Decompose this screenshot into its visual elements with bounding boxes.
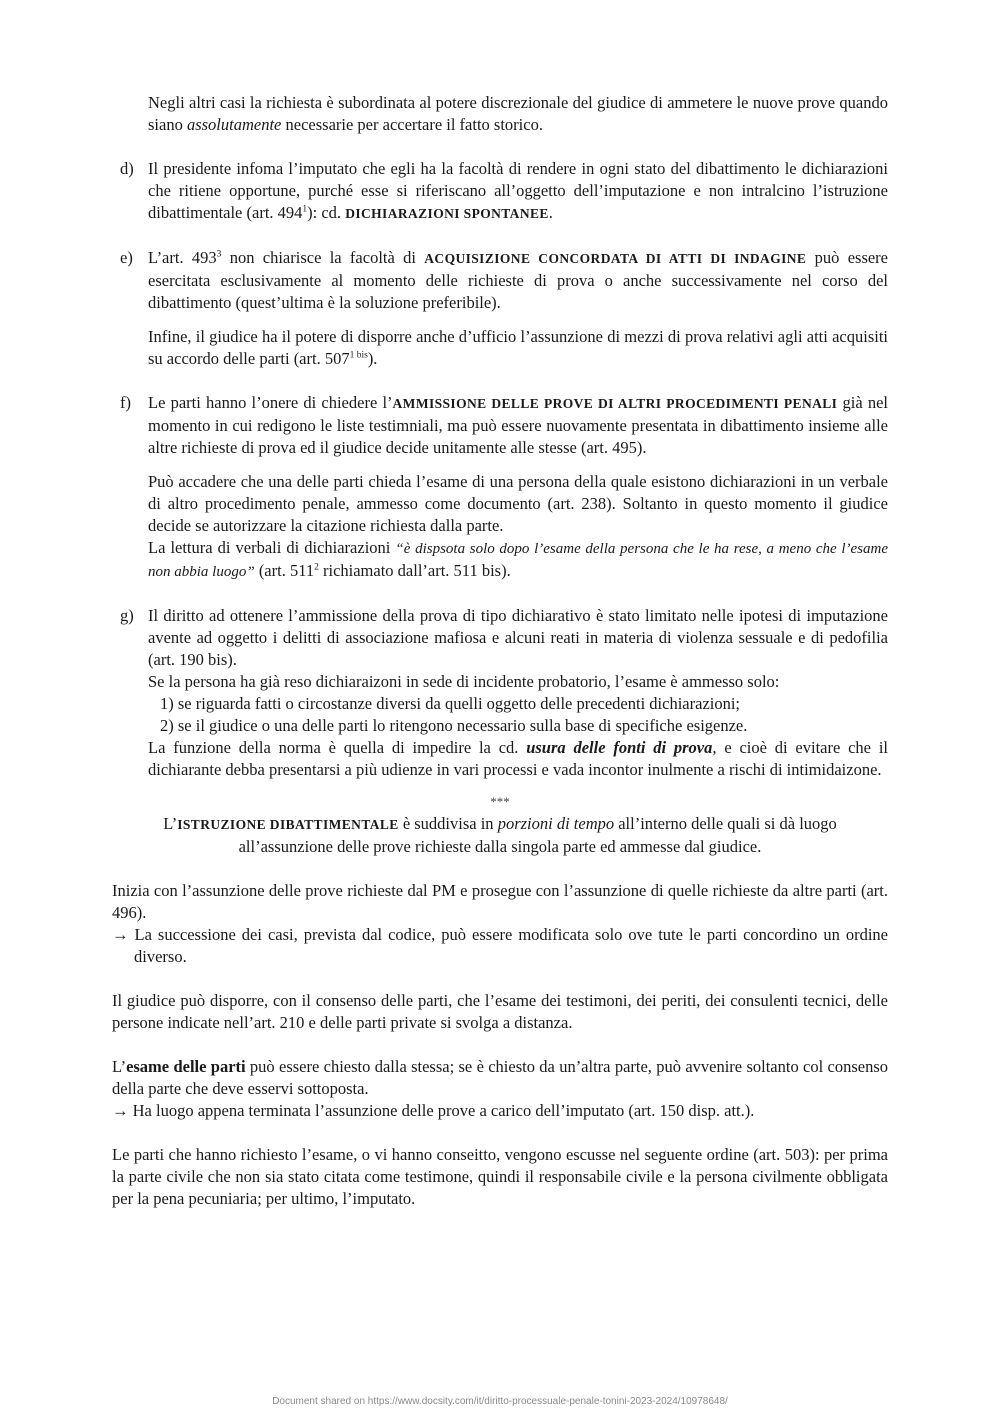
sub-item-2: 2) se il giudice o una delle parti lo ritengono necessario sulla base di specifiche esigenze. [160,716,748,735]
body-paragraph-1: Inizia con l’assunzione delle prove richieste dal PM e prosegue con l’assunzione di quelle richieste da altre parti (art. 496). [112,881,888,922]
docsity-footer-link[interactable]: Document shared on https://www.docsity.com/it/diritto-processuale-penale-tonini-2023-2024/10978648/ [272,1396,728,1407]
body-arrow-note-1: → La successione dei casi, prevista dal codice, può essere modificata solo ove tute le parti concordino un ordine diverso. [112,925,888,966]
list-marker: d) [120,159,134,178]
term-usura-fonti: usura delle fonti di prova [526,738,713,757]
sub-item-1: 1) se riguarda fatti o circostanze diversi da quelli oggetto delle precedenti dichiarazioni; [160,694,741,713]
document-page [112,92,888,1210]
list-marker: f) [120,393,131,412]
item-g-paragraph: Il diritto ad ottenere l’ammissione della prova di tipo dichiarativo è stato limitato nelle ipotesi di imputazione avente ad oggetto i delitti di associazione mafiosa e alcuni reati in materia di violenza sessuale e di pedofilia (art. 190 bis). [148,606,888,669]
istruzione-heading-paragraph: L’ISTRUZIONE DIBATTIMENTALE è suddivisa in porzioni di tempo all’interno delle quali si dà luogo all’assunzione delle prove richieste dalla singola parte ed ammesse dal giudice. [163,814,837,856]
body-paragraph-3: L’esame delle parti può essere chiesto dalla stessa; se è chiesto da un’altra parte, può avvenire soltanto col consenso della parte che deve esservi sottoposta. [112,1057,888,1098]
item-f-paragraph-2: Può accadere che una delle parti chieda l’esame di una persona della quale esistono dichiarazioni in un verbale di altro procedimento penale, ammesso come documento (art. 238). Soltanto in questo momento il giudice decide se autorizzare la citazione richiesta dalla parte. [148,472,888,535]
body-paragraph-4: Le parti che hanno richiesto l’esame, o vi hanno conseitto, vengono escusse nel seguente ordine (art. 503): per prima la parte civile che non sia stato citata come testimone, quindi il responsabile civile e la persona civilmente obbligata per la pena pecuniaria; per ultimo, l’imputato. [112,1145,888,1208]
term-istruzione-dibattimentale: ISTRUZIONE DIBATTIMENTALE [177,817,399,832]
emphasis: assolutamente [186,115,282,134]
emphasis: porzioni di tempo [497,814,615,833]
term-acquisizione-concordata: ACQUISIZIONE CONCORDATA DI ATTI DI INDAGINE [424,251,807,266]
list-item-g [112,605,888,781]
body-arrow-note-2: → Ha luogo appena terminata l’assunzione delle prove a carico dell’imputato (art. 150 disp. att.). [112,1101,755,1120]
item-f-paragraph-3: La lettura di verbali di dichiarazioni “è dispsota solo dopo l’esame della persona che le ha rese, a meno che l’esame non abbia luogo” (art. $511^2$ richiamato dall’art. 511 bis). [148,538,889,580]
list-marker: e) [120,248,133,267]
item-g-paragraph-3: La funzione della norma è quella di impedire la cd. usura delle fonti di prova, e cioè di evitare che il dichiarante debba presentarsi a più udienze in vari processi e vada incontor inulmente a rischi di intimidaizone. [148,738,888,779]
intro-paragraph: Negli altri casi la richiesta è subordinata al potere discrezionale del giudice di ammetere le nuove prove quando siano assolutamente necessarie per accertare il fatto storico. [148,93,888,134]
list-item-d [112,158,888,225]
term-ammissione-prove: AMMISSIONE DELLE PROVE DI ALTRI PROCEDIMENTI PENALI [392,396,838,411]
term-dichiarazioni-spontanee: DICHIARAZIONI SPONTANEE [345,206,549,221]
quote: “è dispsota solo dopo l’esame della persona che le ha rese, a meno che l’esame non abbia luogo” [148,541,889,580]
list-item-f [112,392,888,583]
term-esame-parti: esame delle parti [126,1057,246,1076]
item-e-paragraph: L’art. $493^3$ non chiarisce la facoltà di ACQUISIZIONE CONCORDATA DI ATTI DI INDAGINE può essere esercitata esclusivamente al momento delle richieste di prova o anche successivamente nel corso del dibattimento (quest’ultima è la soluzione preferibile). [148,248,889,312]
item-f-paragraph: Le parti hanno l’onere di chiedere l’AMMISSIONE DELLE PROVE DI ALTRI PROCEDIMENTI PENALI già nel momento in cui redigono le liste testimniali, ma può essere nuovamente presentata in dibattimento insieme alle altre richieste di prova ed il giudice decide unitamente alle stesse (art. 495). [148,393,888,457]
item-e-paragraph-2: Infine, il giudice ha il potere di disporre anche d’ufficio l’assunzione di mezzi di prova relativi agli atti acquisiti su accordo delle parti (art. $507^{1 bis}$). [148,327,888,368]
item-g-paragraph-2: Se la persona ha già reso dichiaraizoni in sede di incidente probatorio, l’esame è ammesso solo: [148,672,780,691]
list-item-e [112,247,888,370]
item-d-paragraph: Il presidente infoma l’imputato che egli ha la facoltà di rendere in ogni stato del dibattimento le dichiarazioni che ritiene opportune, purché esse si riferiscano all’oggetto dell’imputazione e non intralcino l’istruzione dibattimentale (art. $494^1$): cd. DICHIARAZIONI SPONTANEE. [148,159,888,222]
section-separator: *** [490,794,510,809]
list-marker: g) [120,606,134,625]
body-paragraph-2: Il giudice può disporre, con il consenso delle parti, che l’esame dei testimoni, dei periti, dei consulenti tecnici, delle persone indicate nell’art. 210 e delle parti private si svolga a distanza. [112,991,888,1032]
